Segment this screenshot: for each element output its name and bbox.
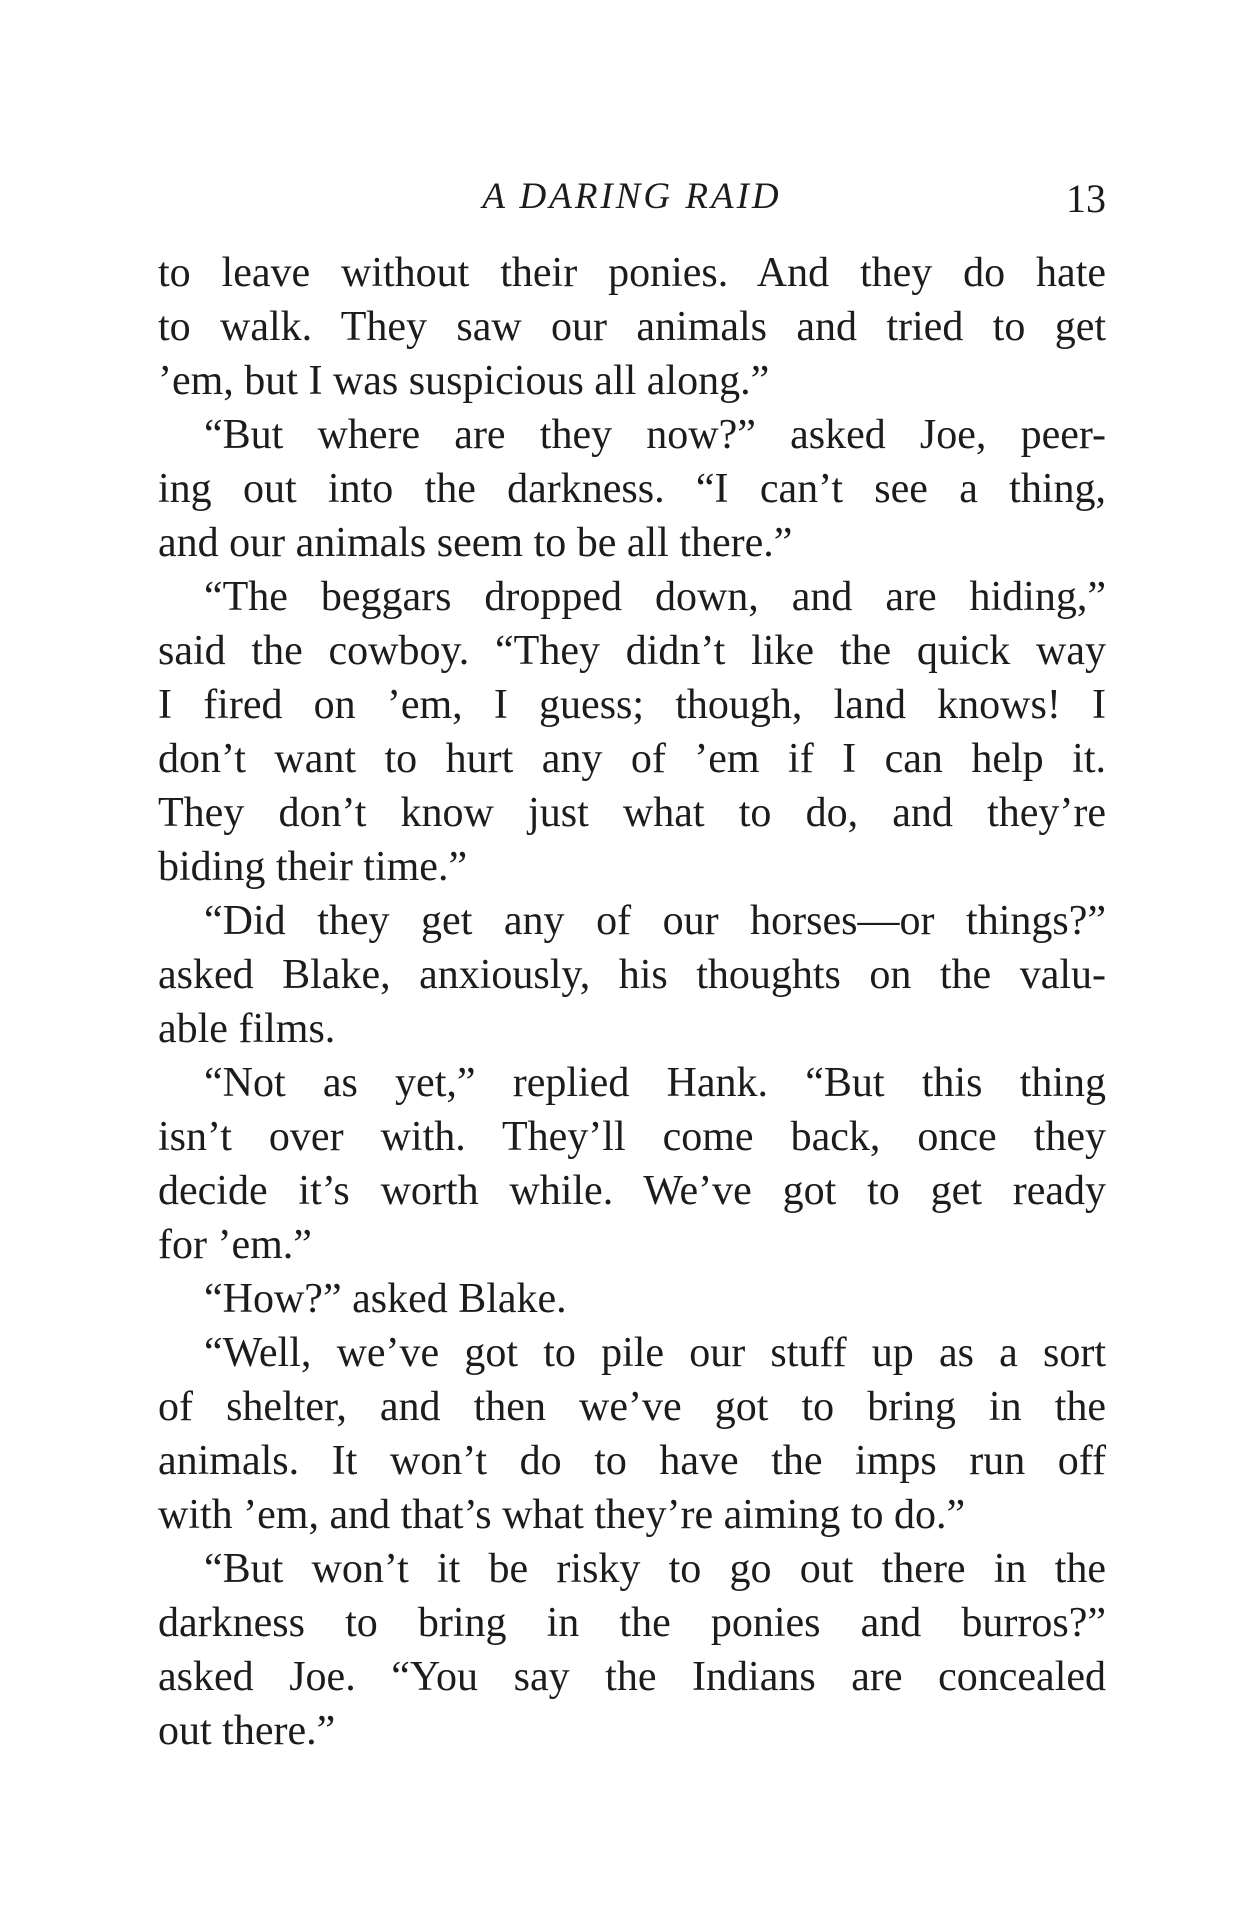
body-text	[158, 246, 1106, 1758]
text-line: animals. It won’t do to have the imps run off	[158, 1438, 1106, 1484]
text-line: with ’em, and that’s what they’re aiming to do.”	[158, 1492, 966, 1538]
text-line: ’em, but I was suspicious all along.”	[158, 358, 770, 404]
text-line: “How?” asked Blake.	[204, 1276, 567, 1322]
text-line: decide it’s worth while. We’ve got to get ready	[158, 1168, 1106, 1214]
text-line: “But where are they now?” asked Joe, peer-	[204, 412, 1106, 458]
text-line: asked Joe. “You say the Indians are concealed	[158, 1654, 1106, 1700]
text-line: said the cowboy. “They didn’t like the quick way	[158, 628, 1106, 674]
text-line: isn’t over with. They’ll come back, once they	[158, 1114, 1106, 1160]
text-line: “The beggars dropped down, and are hiding,”	[204, 574, 1106, 620]
running-head	[158, 172, 1106, 222]
text-line: of shelter, and then we’ve got to bring in the	[158, 1384, 1106, 1430]
text-line: darkness to bring in the ponies and burros?”	[158, 1600, 1106, 1646]
text-line: to walk. They saw our animals and tried to get	[158, 304, 1106, 350]
text-line: “Not as yet,” replied Hank. “But this thing	[204, 1060, 1106, 1106]
text-line: “Did they get any of our horses—or things?”	[204, 898, 1106, 944]
text-line: I fired on ’em, I guess; though, land knows! I	[158, 682, 1106, 728]
text-line: able films.	[158, 1006, 336, 1052]
running-title: A DARING RAID	[482, 176, 782, 217]
text-line: and our animals seem to be all there.”	[158, 520, 793, 566]
text-line: biding their time.”	[158, 844, 468, 890]
page-number: 13	[1066, 176, 1106, 221]
text-line: “But won’t it be risky to go out there in the	[204, 1546, 1106, 1592]
text-line: They don’t know just what to do, and they’re	[158, 790, 1106, 836]
text-line: for ’em.”	[158, 1222, 312, 1268]
text-line: to leave without their ponies. And they do hate	[158, 250, 1106, 296]
text-line: ing out into the darkness. “I can’t see a thing,	[158, 466, 1106, 512]
text-line: don’t want to hurt any of ’em if I can help it.	[158, 736, 1106, 782]
text-line: “Well, we’ve got to pile our stuff up as a sort	[204, 1330, 1106, 1376]
text-line: out there.”	[158, 1708, 336, 1754]
text-line: asked Blake, anxiously, his thoughts on the valu-	[158, 952, 1106, 998]
